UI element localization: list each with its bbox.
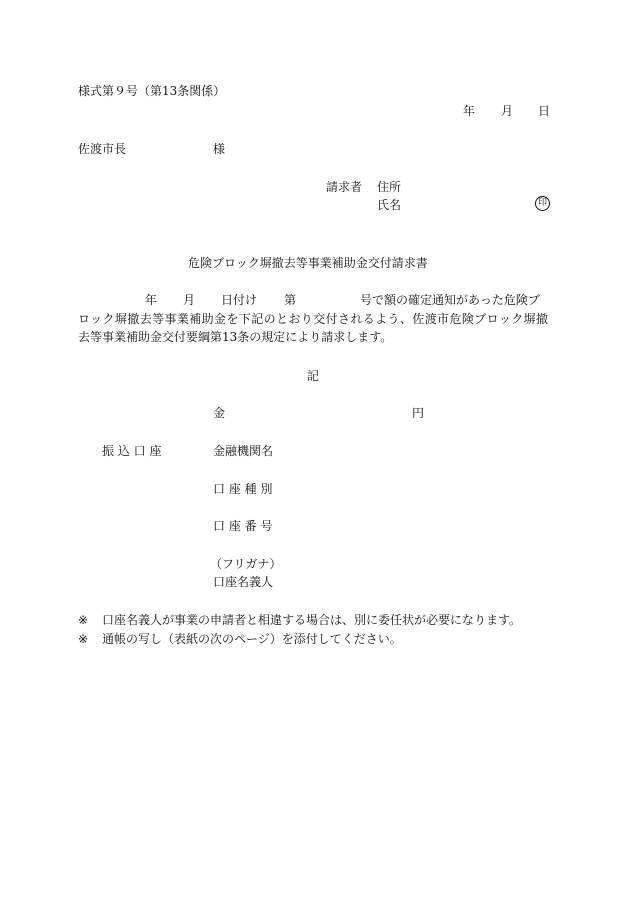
account-number-label: 口 座 番 号 <box>213 519 273 533</box>
body-year-label: 年 <box>145 293 158 307</box>
document-title: 危険ブロック塀撤去等事業補助金交付請求書 <box>188 256 428 270</box>
furigana-label: （フリガナ） <box>210 557 282 571</box>
body-month-label: 月 <box>183 293 196 307</box>
date-month-label: 月 <box>501 104 514 118</box>
bank-name-label: 金融機関名 <box>213 444 274 458</box>
requester-name-label: 氏名 <box>377 198 402 212</box>
date-day-label: 日 <box>538 104 551 118</box>
body-line1-rest: 号で額の確定通知があった危険ブ <box>360 293 540 307</box>
date-year-label: 年 <box>463 104 476 118</box>
note-2-mark: ※ <box>78 632 89 646</box>
account-type-label: 口 座 種 別 <box>213 482 273 496</box>
note-1-mark: ※ <box>78 613 89 627</box>
note-1-text: 口座名義人が事業の申請者と相違する場合は、別に委任状が必要になります。 <box>102 613 522 627</box>
account-section-label: 振 込 口 座 <box>102 444 162 458</box>
requester-label: 請求者 <box>326 180 363 194</box>
form-number: 様式第９号（第13条関係） <box>78 84 226 98</box>
body-line3: 去等事業補助金交付要綱第13条の規定により請求します。 <box>78 330 393 344</box>
body-number-prefix: 第 <box>284 293 297 307</box>
addressee-name: 佐渡市長 <box>78 142 127 156</box>
body-dated-label: 日付け <box>221 293 258 307</box>
note-2-text: 通帳の写し（表紙の次のページ）を添付してください。 <box>102 632 402 646</box>
amount-unit: 円 <box>412 406 425 420</box>
requester-address-label: 住所 <box>377 180 402 194</box>
seal-mark: 印 <box>535 196 550 211</box>
addressee-honorific: 様 <box>213 142 226 156</box>
ki-mark: 記 <box>307 369 320 383</box>
account-holder-label: 口座名義人 <box>213 575 274 589</box>
amount-label: 金 <box>213 406 226 420</box>
body-line2: ロック塀撤去等事業補助金を下記のとおり交付されるよう、佐渡市危険ブロック塀撤 <box>78 312 548 326</box>
